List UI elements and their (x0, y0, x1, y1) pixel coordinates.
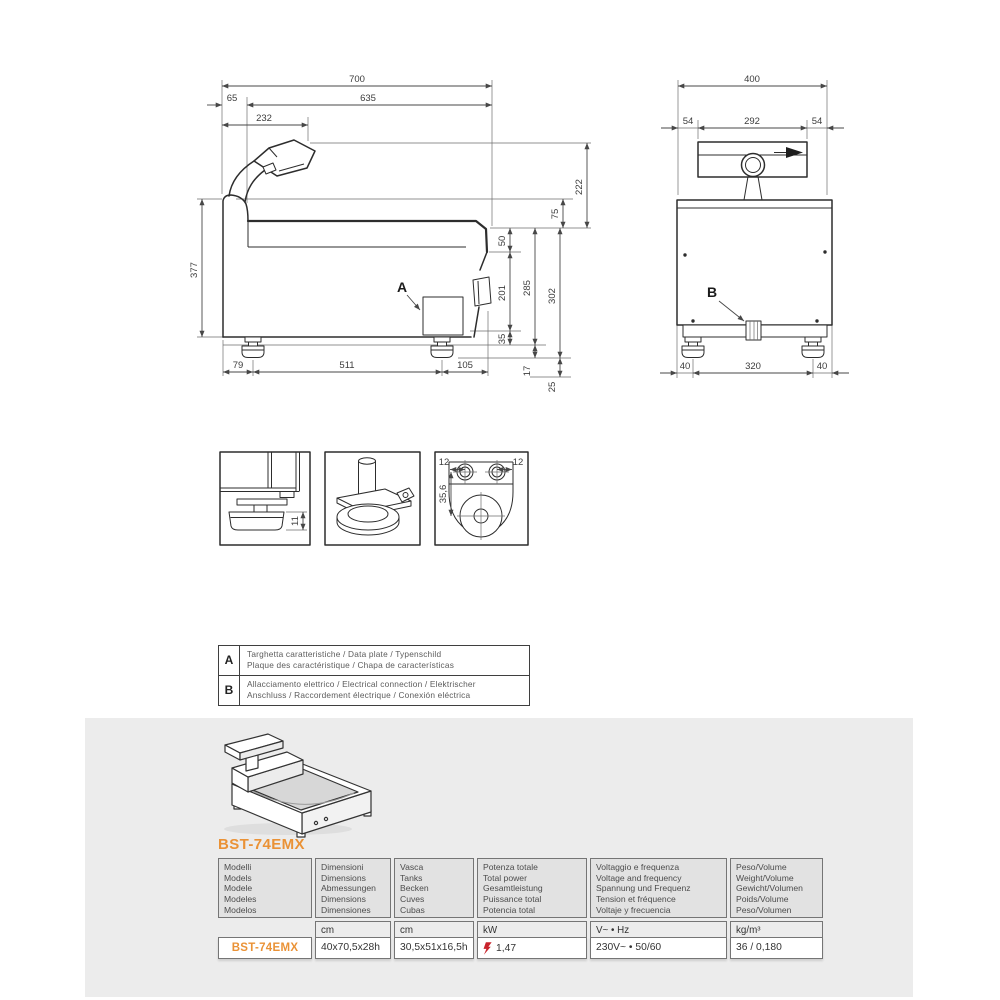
rear-view-drawing (660, 74, 849, 378)
legend-text-b: Allacciamento elettrico / Electrical connection / Elektrischer Anschluss / Raccordement électrique / Conexión eléctrica (247, 678, 476, 700)
cell-weight-volume: 36 / 0,180 (730, 937, 823, 959)
header-dimensions: Dimensioni Dimensions Abmessungen Dimensions Dimensiones (315, 858, 391, 918)
dim-lip-height: 75 (550, 208, 561, 220)
header-weight-volume: Peso/Volume Weight/Volume Gewicht/Volumen Poids/Volume Peso/Volumen (730, 858, 823, 918)
cell-model: BST-74EMX (218, 937, 312, 959)
dim-base-gap: 35 (497, 333, 508, 345)
dim-overall-width: 700 (349, 74, 365, 85)
dim-rear-foot-right: 40 (816, 361, 828, 372)
detail-foot-iso (325, 452, 420, 545)
foot-right (431, 337, 453, 358)
callout-a: A (396, 279, 408, 295)
unit-tank: cm (394, 921, 474, 938)
dim-center-distance: 35,6 (438, 484, 449, 504)
side-view-drawing (189, 74, 591, 392)
dim-foot-offset-right: 105 (457, 360, 473, 371)
dim-width-right: 635 (360, 93, 376, 104)
detail-foot-side (220, 452, 310, 545)
dim-rear-width-total: 400 (744, 74, 760, 85)
dim-foot-disc-height: 11 (290, 516, 301, 526)
dim-body-height: 285 (522, 280, 533, 296)
spec-units-row (218, 921, 830, 938)
dim-height-total: 377 (189, 262, 200, 278)
dim-hole-left: 12 (438, 457, 450, 468)
legend-key-b: B (219, 676, 240, 705)
cell-voltage: 230V~ • 50/60 (590, 937, 727, 959)
cell-dimensions: 40x70,5x28h (315, 937, 391, 959)
spec-header-row (218, 858, 830, 918)
product-code: BST-74EMX (218, 836, 305, 853)
dim-width-left: 65 (226, 93, 238, 104)
dim-arm-height: 222 (574, 179, 585, 195)
cell-tank: 30,5x51x16,5h (394, 937, 474, 959)
dim-rear-margin-right: 54 (811, 116, 823, 127)
unit-voltage: V~ • Hz (590, 921, 727, 938)
legend-row-a (219, 646, 529, 675)
header-voltage: Voltaggio e frequenza Voltage and frequency Spannung und Frequenz Tension et fréquence Voltaje y frecuencia (590, 858, 727, 918)
data-plate (423, 297, 463, 335)
unit-empty (218, 921, 312, 938)
dim-foot-total: 25 (547, 381, 558, 393)
dim-overall-height-right: 302 (547, 288, 558, 304)
spec-data-row (218, 938, 830, 959)
header-models: Modelli Models Modele Modeles Modelos (218, 858, 312, 918)
spec-table (218, 858, 830, 959)
dim-rear-foot-left: 40 (679, 361, 691, 372)
product-image (200, 726, 410, 838)
unit-dimensions: cm (315, 921, 391, 938)
power-bolt-icon (483, 942, 492, 955)
dim-foot-span: 511 (339, 360, 355, 371)
unit-power: kW (477, 921, 587, 938)
rear-foot-right (802, 337, 824, 358)
unit-weight: kg/m³ (730, 921, 823, 938)
dim-panel-height: 201 (497, 285, 508, 301)
foot-left (242, 337, 264, 358)
legend-row-b (219, 675, 529, 705)
electrical-connection (746, 321, 761, 340)
legend-table (218, 645, 530, 706)
dim-rear-margin-left: 54 (682, 116, 694, 127)
cell-power (477, 937, 587, 959)
rear-foot-left (682, 337, 704, 358)
dim-arm-width: 232 (256, 113, 272, 124)
legend-key-a: A (219, 646, 240, 675)
cell-power-value: 1,47 (496, 942, 517, 954)
dim-edge-drop: 50 (497, 235, 508, 247)
callout-b: B (706, 284, 718, 300)
legend-text-a: Targhetta caratteristiche / Data plate / Typenschild Plaque des caractéristique / Chapa de características (247, 649, 455, 670)
dim-foot-offset-left: 79 (232, 360, 244, 371)
dim-rear-foot-span: 320 (745, 361, 761, 372)
header-total-power: Potenza totale Total power Gesamtleistung Puissance total Potencia total (477, 858, 587, 918)
header-tanks: Vasca Tanks Becken Cuves Cubas (394, 858, 474, 918)
dim-hole-right: 12 (512, 457, 524, 468)
detail-foot-top (435, 452, 528, 545)
dim-rear-element-width: 292 (744, 116, 760, 127)
dim-foot-lower: 17 (522, 365, 533, 377)
